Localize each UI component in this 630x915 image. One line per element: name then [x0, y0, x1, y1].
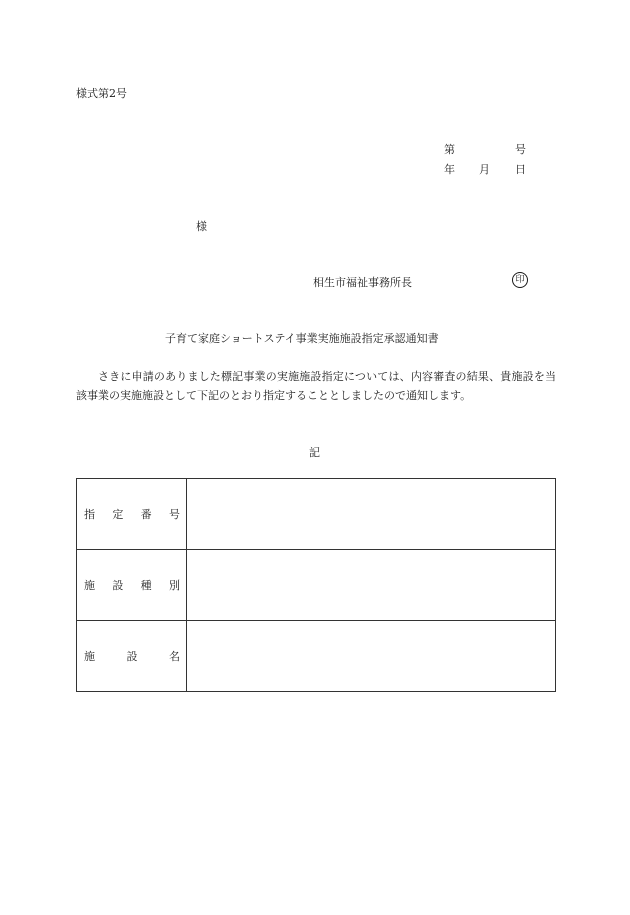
label-char: 指 — [84, 508, 95, 521]
label-char: 定 — [112, 508, 124, 521]
document-title: 子育て家庭ショートステイ事業実施施設指定承認通知書 — [165, 332, 439, 345]
value-facility-name[interactable] — [187, 621, 556, 692]
label-char: 別 — [168, 579, 180, 592]
document-number-label: 第 — [444, 143, 455, 156]
table-row-designation-number — [77, 479, 556, 550]
label-char: 番 — [140, 508, 152, 521]
value-designation-number[interactable] — [187, 479, 556, 550]
label-char: 施 — [84, 650, 95, 663]
label-char: 設 — [112, 579, 124, 592]
date-month-label: 月 — [479, 163, 490, 176]
date-year-label: 年 — [444, 163, 455, 176]
designation-table — [76, 478, 556, 692]
ki-heading: 記 — [309, 446, 320, 459]
label-char: 名 — [169, 650, 180, 663]
seal-icon: 印 — [512, 272, 528, 288]
label-char: 号 — [168, 508, 180, 521]
form-number: 様式第2号 — [76, 87, 127, 100]
label-char: 種 — [140, 579, 152, 592]
label-char: 施 — [84, 579, 95, 592]
notice-body: さきに申請のありました標記事業の実施施設指定については、内容審査の結果、貴施設を当該事業の実施施設として下記のとおり指定することとしましたので通知します。 — [76, 370, 556, 402]
date-day-label: 日 — [515, 163, 526, 176]
addressee-honorific: 様 — [196, 220, 207, 233]
issuer-name: 相生市福祉事務所長 — [313, 276, 412, 289]
label-designation-number — [77, 479, 187, 550]
document-number-suffix: 号 — [515, 143, 526, 156]
label-facility-type — [77, 550, 187, 621]
table-row-facility-type — [77, 550, 556, 621]
value-facility-type[interactable] — [187, 550, 556, 621]
label-facility-name — [77, 621, 187, 692]
label-char: 設 — [126, 650, 138, 663]
table-row-facility-name — [77, 621, 556, 692]
